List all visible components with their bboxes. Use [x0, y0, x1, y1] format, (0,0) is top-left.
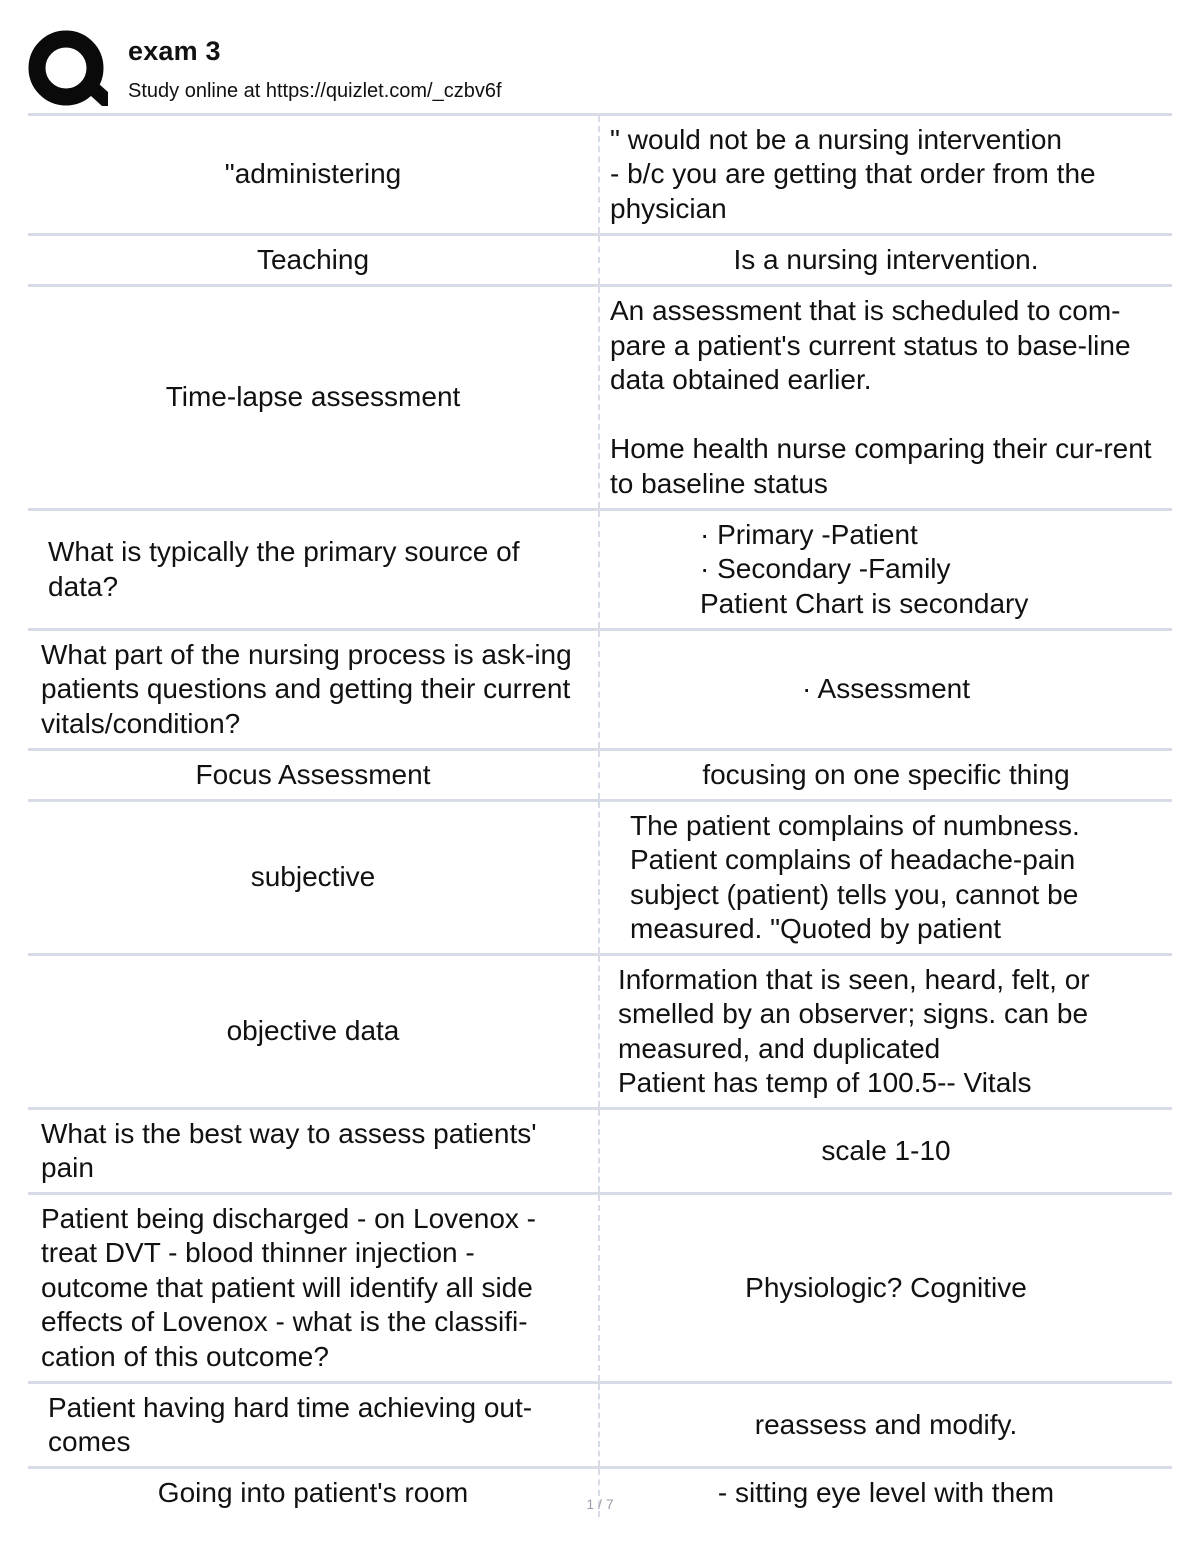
table-row — [28, 1107, 1172, 1192]
table-row — [28, 799, 1172, 953]
term-cell: Going into patient's room — [28, 1469, 600, 1517]
definition-cell: Information that is seen, heard, felt, or smelled by an observer; signs. can be measured, and duplicated Patient has temp of 100.5-- Vitals — [618, 963, 1090, 1098]
table-row — [28, 113, 1172, 233]
table-row — [28, 508, 1172, 628]
term-cell: What part of the nursing process is ask-ing patients questions and getting their current vitals/condition? — [28, 631, 600, 748]
table-row — [28, 953, 1172, 1107]
definition-cell: The patient complains of numbness. Patient complains of headache-pain subject (patient) tells you, cannot be measured. "Quoted by patient — [630, 809, 1080, 944]
definition-cell: " would not be a nursing intervention - b/c you are getting that order from the physician — [610, 123, 1096, 224]
flashcard-table — [28, 113, 1172, 1517]
definition-cell: · Primary -Patient · Secondary -Family Patient Chart is secondary — [700, 518, 1029, 619]
document-header — [28, 28, 1172, 110]
quizlet-logo-icon — [28, 30, 108, 108]
table-row — [28, 233, 1172, 284]
definition-cell: Is a nursing intervention. — [733, 243, 1039, 275]
table-row — [28, 1192, 1172, 1381]
page-title: exam 3 — [128, 36, 221, 66]
definition-cell: reassess and modify. — [754, 1408, 1018, 1440]
term-cell: objective data — [28, 956, 600, 1107]
page-number: 1 / 7 — [586, 1496, 614, 1512]
definition-cell: scale 1-10 — [821, 1134, 951, 1166]
definition-cell: - sitting eye level with them — [717, 1476, 1055, 1508]
table-row — [28, 748, 1172, 799]
table-row — [28, 628, 1172, 748]
definition-cell: · Assessment — [801, 673, 971, 705]
table-row — [28, 284, 1172, 508]
term-cell: Focus Assessment — [28, 751, 600, 799]
page-subtitle: Study online at https://quizlet.com/_czbv6f — [128, 80, 502, 102]
term-cell: Patient being discharged - on Lovenox - treat DVT - blood thinner injection - outcome that patient will identify all side effects of Lovenox - what is the classifi-cation of this outcome? — [28, 1195, 600, 1381]
term-cell: Patient having hard time achieving out-comes — [28, 1384, 600, 1466]
definition-cell: An assessment that is scheduled to com-pare a patient's current status to base-line data obtained earlier. Home health nurse comparing their cur-rent to baseline status — [610, 295, 1152, 499]
term-cell: What is the best way to assess patients' pain — [28, 1110, 600, 1192]
definition-cell: Physiologic? Cognitive — [745, 1271, 1027, 1303]
table-row — [28, 1381, 1172, 1466]
term-cell: subjective — [28, 802, 600, 953]
term-cell: Teaching — [28, 236, 600, 284]
definition-cell: focusing on one specific thing — [702, 758, 1070, 790]
term-cell: "administering — [28, 116, 600, 233]
term-cell: What is typically the primary source of data? — [28, 511, 600, 628]
term-cell: Time-lapse assessment — [28, 287, 600, 508]
